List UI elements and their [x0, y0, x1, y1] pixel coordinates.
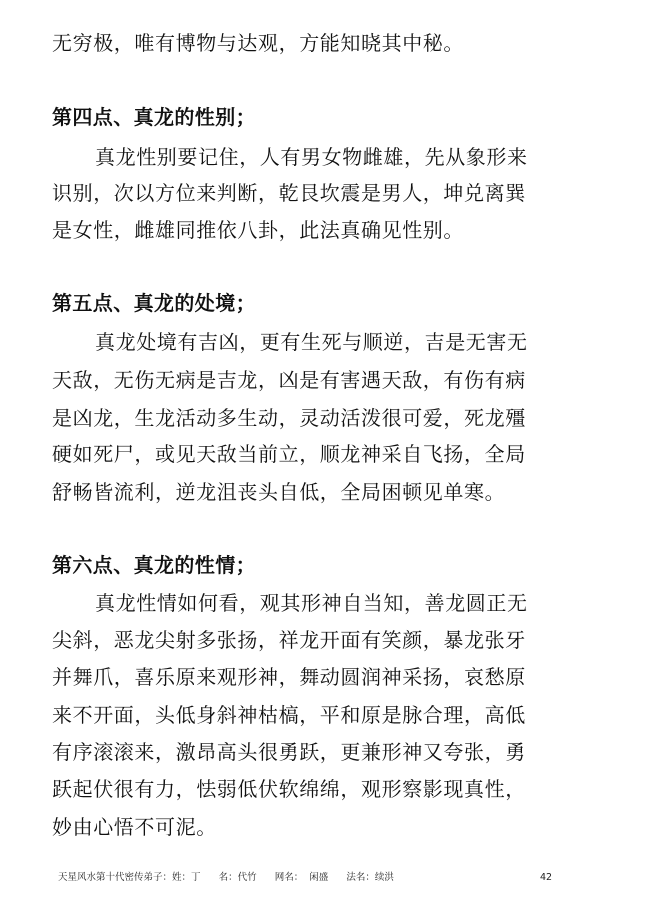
paragraph-line: 真龙处境有吉凶，更有生死与顺逆，吉是无害无: [95, 330, 528, 354]
paragraph-line: 跃起伏很有力，怯弱低伏软绵绵，观形察影现真性，: [52, 777, 526, 801]
paragraph-line: 来不开面，头低身斜神枯槁，平和原是脉合理，高低: [52, 703, 526, 727]
paragraph-line: 妙由心悟不可泥。: [52, 815, 217, 839]
paragraph-line: 真龙性别要记住，人有男女物雌雄，先从象形来: [95, 145, 528, 169]
paragraph-line: 硬如死尸，或见天敌当前立，顺龙神采自飞扬，全局: [52, 442, 526, 466]
page-footer: 天星风水第十代密传弟子：姓：丁 名：代竹 网名： 闲盛 法名：续洪: [58, 872, 394, 883]
section-heading-gender: 第四点、真龙的性别；: [52, 105, 256, 129]
paragraph-line: 并舞爪，喜乐原来观形神，舞动圆润神采扬，哀愁原: [52, 665, 526, 689]
section-heading-situation: 第五点、真龙的处境；: [52, 291, 256, 315]
paragraph-line: 识别，次以方位来判断，乾艮坎震是男人，坤兑离巽: [52, 181, 526, 205]
section-heading-temperament: 第六点、真龙的性情；: [52, 553, 256, 577]
paragraph-line: 真龙性情如何看，观其形神自当知，善龙圆正无: [95, 591, 528, 615]
paragraph-line: 有序滚滚来，激昂高头很勇跃，更兼形神又夸张，勇: [52, 740, 526, 764]
paragraph-line: 是凶龙，生龙活动多生动，灵动活泼很可爱，死龙殭: [52, 406, 526, 430]
paragraph-line: 天敌，无伤无病是吉龙，凶是有害遇天敌，有伤有病: [52, 368, 526, 392]
paragraph-line: 舒畅皆流利，逆龙沮丧头自低，全局困顿见单寒。: [52, 480, 506, 504]
paragraph-line: 尖斜，恶龙尖射多张扬，祥龙开面有笑颜，暴龙张牙: [52, 628, 526, 652]
page-number: 42: [540, 872, 553, 883]
paragraph-line: 是女性，雌雄同推依八卦，此法真确见性别。: [52, 218, 464, 242]
intro-line: 无穷极，唯有博物与达观，方能知晓其中秘。: [52, 31, 464, 55]
